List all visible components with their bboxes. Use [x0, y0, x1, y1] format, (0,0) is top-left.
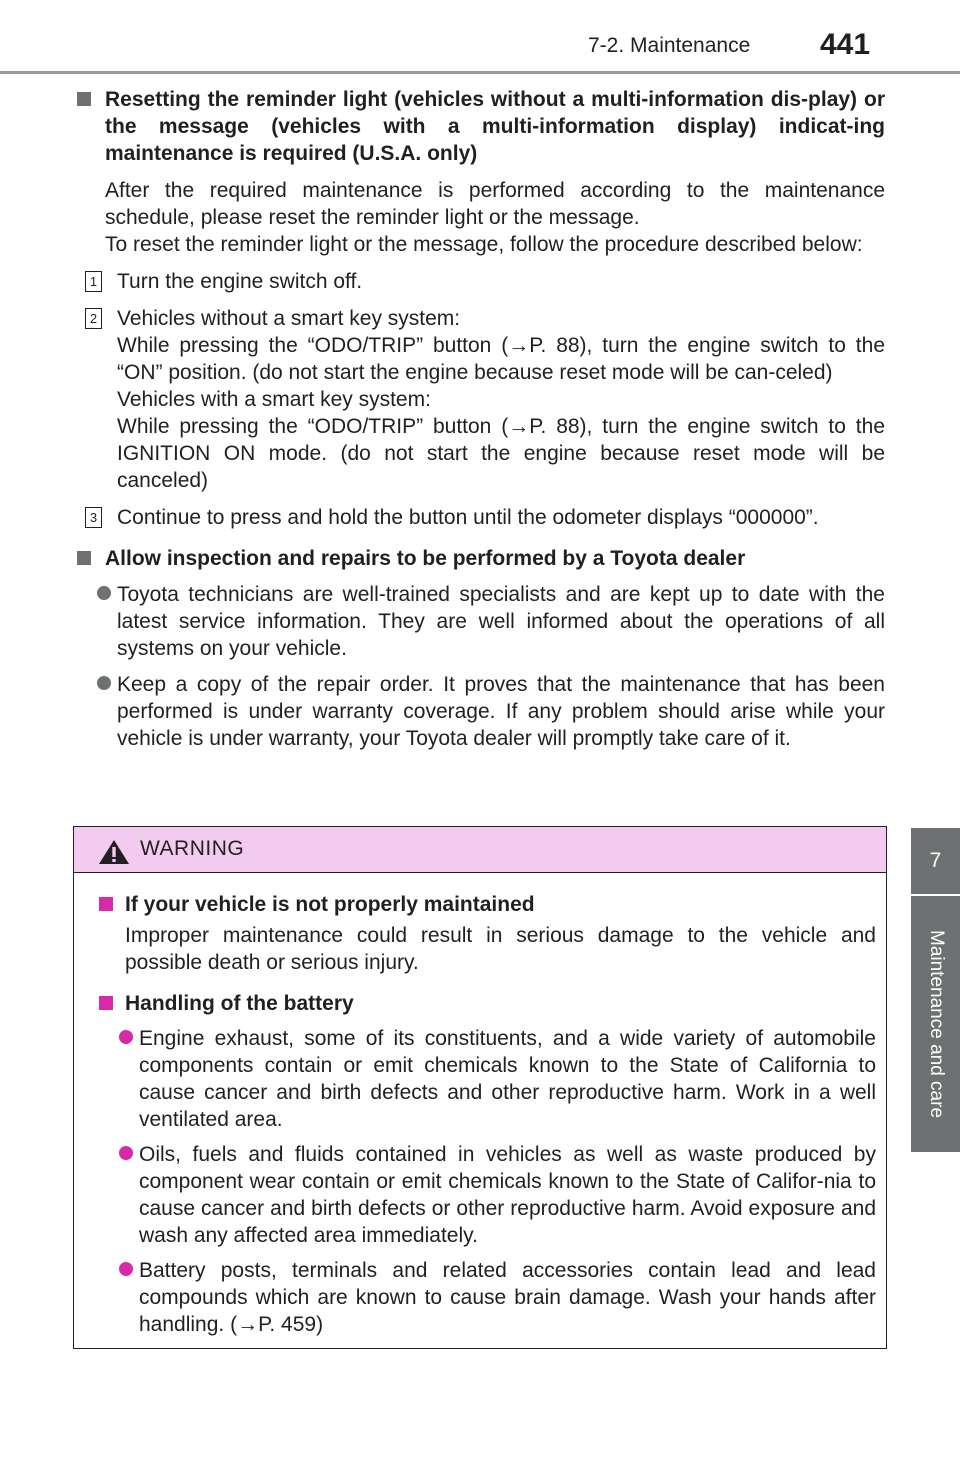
list-item — [99, 1141, 876, 1249]
step-text: While pressing the “ODO/TRIP” button (→P. 88), turn the engine switch to the IGNITION ON mode. (do not start the engine because reset mode will be canceled) — [117, 415, 885, 492]
step-text: While pressing the “ODO/TRIP” button (→P. 88), turn the engine switch to the “ON” position. (do not start the engine because reset mode will be can-celed) — [117, 334, 885, 384]
list-item-text: Battery posts, terminals and related accessories contain lead and lead compounds which are known to cause brain damage. Wash your hands after handling. (→P. 459) — [139, 1259, 876, 1336]
list-item — [77, 671, 885, 752]
warning-triangle-icon — [98, 839, 130, 865]
round-bullet-icon — [119, 1146, 133, 1160]
step-2 — [77, 305, 885, 494]
warning-subheading-text: Handling of the battery — [125, 992, 354, 1015]
chapter-tab-label-text: Maintenance and care — [925, 929, 947, 1119]
list-item — [77, 581, 885, 662]
warning-subheading-battery — [99, 990, 876, 1017]
step-number-box: 2 — [85, 308, 102, 329]
step-text: Vehicles with a smart key system: — [117, 388, 431, 411]
reset-section-heading-text: Resetting the reminder light (vehicles without a multi-information dis-play) or the message (vehicles with a multi-information display) indicat-ing maintenance is required (U.S.A. only) — [105, 88, 885, 165]
list-item-text: Toyota technicians are well-trained specialists and are kept up to date with the latest service information. They are well informed about the operations of all systems on your vehicle. — [117, 583, 885, 660]
page-number: 441 — [820, 28, 871, 61]
inspection-section-heading-text: Allow inspection and repairs to be performed by a Toyota dealer — [105, 547, 746, 570]
warning-title: WARNING — [140, 837, 245, 860]
square-bullet-icon — [77, 551, 91, 565]
reset-paragraph — [77, 177, 885, 258]
square-bullet-icon — [99, 996, 113, 1010]
warning-paragraph: Improper maintenance could result in serious damage to the vehicle and possible death or serious injury. — [125, 924, 876, 974]
step-text: Turn the engine switch off. — [117, 270, 363, 293]
reset-section-heading — [77, 86, 885, 167]
warning-header — [74, 827, 886, 873]
step-text: Continue to press and hold the button until the odometer displays “000000”. — [117, 506, 819, 529]
warning-body — [74, 873, 886, 1338]
round-bullet-icon — [119, 1262, 133, 1276]
list-item — [99, 1025, 876, 1133]
square-bullet-icon — [77, 92, 91, 106]
reset-paragraph-2: To reset the reminder light or the message, follow the procedure described below: — [105, 233, 863, 256]
reset-paragraph-1: After the required maintenance is performed according to the maintenance schedule, please reset the reminder light or the message. — [105, 179, 885, 229]
round-bullet-icon — [97, 676, 111, 690]
round-bullet-icon — [119, 1030, 133, 1044]
list-item-text: Engine exhaust, some of its constituents, and a wide variety of automobile components contain or emit chemicals known to the State of California to cause cancer and birth defects and other reproductive harm. Work in a well ventilated area. — [139, 1027, 876, 1131]
header-section-title: 7-2. Maintenance — [588, 34, 751, 57]
list-item — [99, 1257, 876, 1338]
step-number-box: 3 — [85, 507, 102, 528]
warning-subheading-maintenance — [99, 891, 876, 918]
step-number-box: 1 — [85, 271, 102, 292]
chapter-tab-label[interactable] — [911, 896, 960, 1152]
header-divider — [0, 71, 960, 74]
square-bullet-icon — [99, 897, 113, 911]
list-item-text: Oils, fuels and fluids contained in vehicles as well as waste produced by component wear contain or emit chemicals known to the State of Califor-nia to cause cancer and birth defects or other reproductive harm. Avoid exposure and wash any affected area immediately. — [139, 1143, 876, 1247]
main-content — [77, 86, 885, 752]
step-1 — [77, 268, 885, 295]
warning-subheading-text: If your vehicle is not properly maintained — [125, 893, 535, 916]
step-text: Vehicles without a smart key system: — [117, 307, 461, 330]
inspection-section-heading — [77, 545, 885, 572]
step-3 — [77, 504, 885, 531]
list-item-text: Keep a copy of the repair order. It proves that the maintenance that has been performed is under warranty coverage. If any problem should arise while your vehicle is under warranty, your Toyota dealer will promptly take care of it. — [117, 673, 885, 750]
warning-box — [73, 826, 887, 1349]
round-bullet-icon — [97, 586, 111, 600]
chapter-tab-number[interactable]: 7 — [911, 828, 960, 894]
